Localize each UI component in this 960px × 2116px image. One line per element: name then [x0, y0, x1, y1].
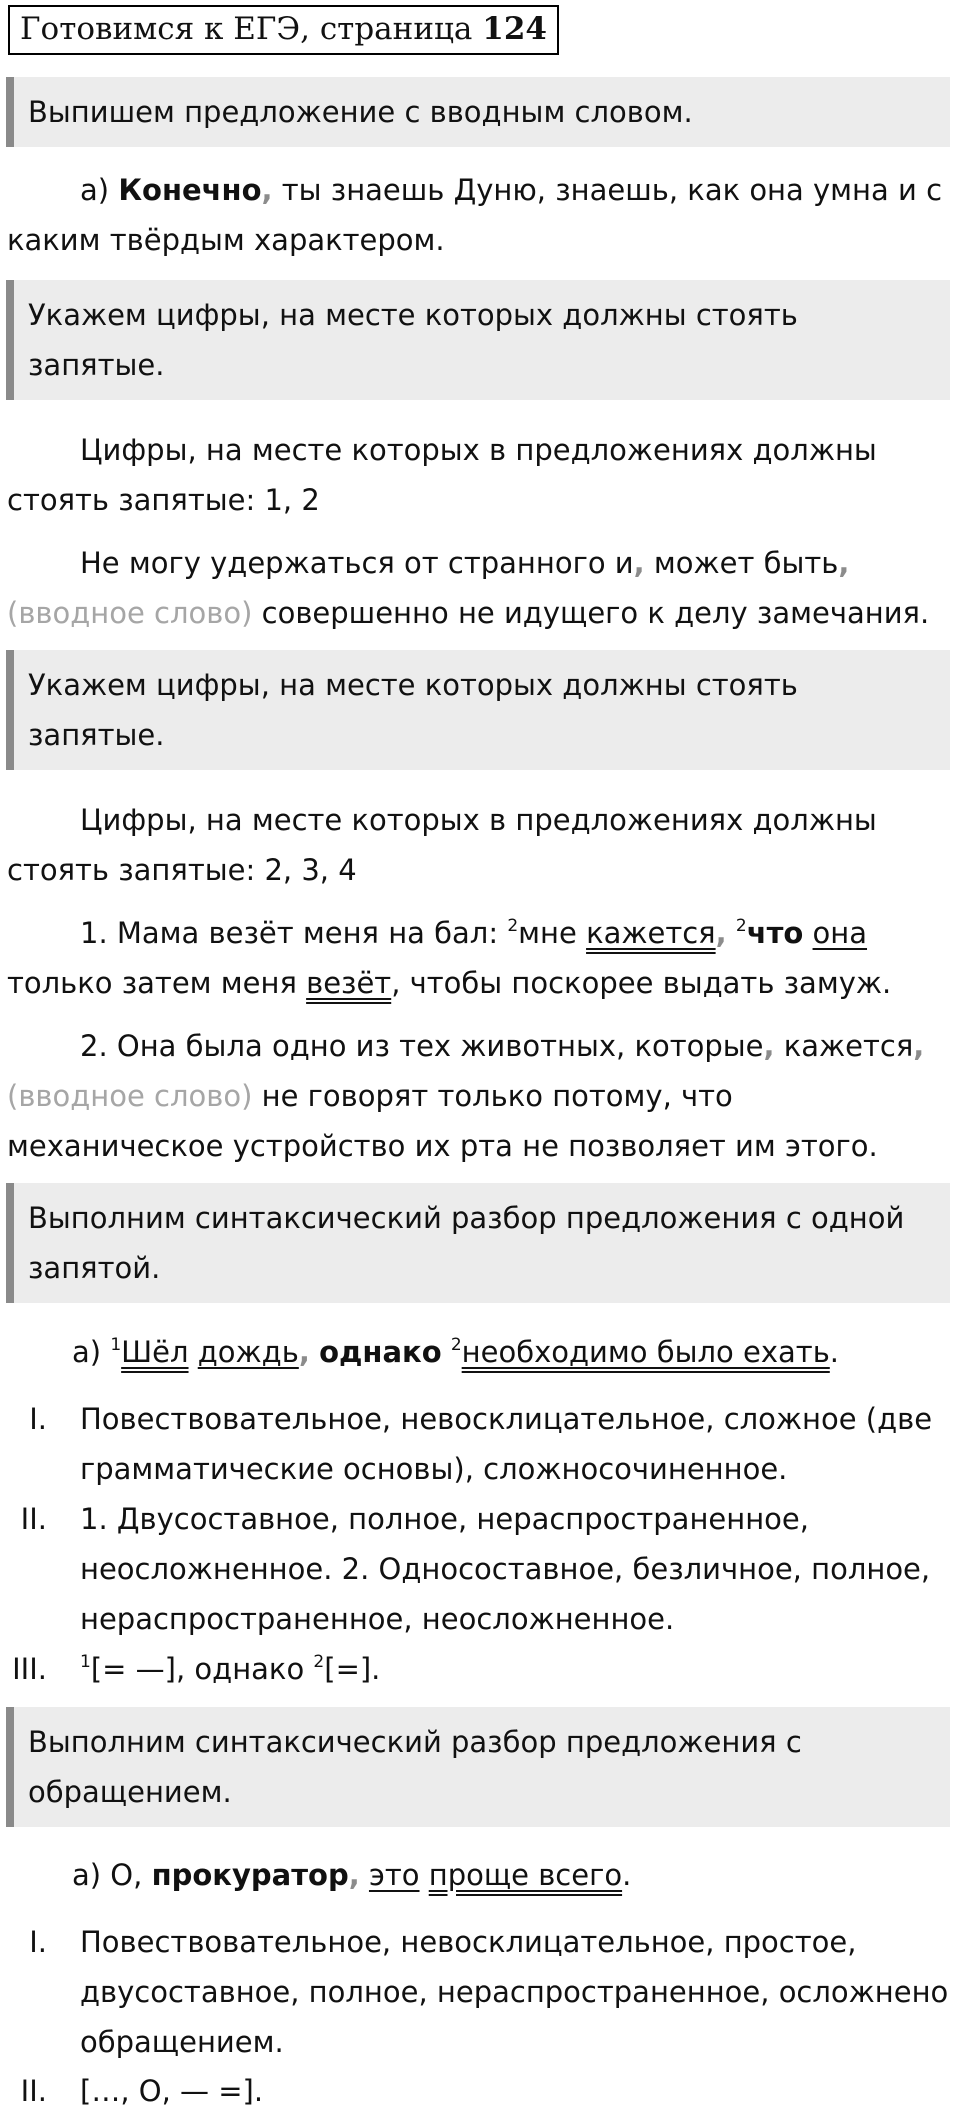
subject: это — [368, 1858, 420, 1892]
clause-number: 2 — [450, 1335, 462, 1355]
sentence-text: не говорят только потому, что механическое устройство их рта не позволяет им этого. — [7, 1079, 878, 1163]
item-number: I. — [29, 1925, 47, 1959]
heading-text: Выполним синтаксический разбор предложения с обращением. — [28, 1725, 802, 1809]
comma-mark: , — [633, 546, 645, 580]
answer-text: Цифры, на месте которых в предложениях должны стоять запятые: 1, 2 — [7, 433, 877, 517]
subject: дождь — [197, 1335, 299, 1369]
item-number: III. — [12, 1652, 47, 1686]
introductory-note: (вводное слово) — [7, 596, 253, 630]
item-label: а) — [80, 173, 119, 207]
conjunction: однако — [319, 1335, 442, 1369]
heading-text: Выполним синтаксический разбор предложения с одной запятой. — [28, 1201, 905, 1285]
answer-commas-2 — [7, 795, 955, 895]
scheme-text: [=]. — [324, 1652, 381, 1686]
comma-mark: , — [763, 1029, 775, 1063]
predicate: везёт — [306, 966, 392, 1000]
predicate: кажется — [586, 916, 716, 950]
heading-commas-2 — [6, 650, 950, 770]
subject: она — [812, 916, 868, 950]
introductory-phrase: может быть — [644, 546, 839, 580]
sentence-text: только затем меня — [7, 966, 307, 1000]
comma-mark: , — [298, 1335, 310, 1369]
comma-mark: , — [261, 173, 273, 207]
space — [727, 916, 736, 950]
heading-text: Укажем цифры, на месте которых должны стоять запятые. — [28, 298, 798, 382]
space — [803, 916, 812, 950]
answer-commas-1 — [7, 425, 955, 525]
predicate: необходимо было ехать — [461, 1335, 830, 1369]
item-number: II. — [20, 1502, 47, 1536]
period: . — [829, 1335, 839, 1369]
sentence-text: , чтобы поскорее выдать замуж. — [391, 966, 892, 1000]
address-word: прокуратор — [151, 1858, 349, 1892]
sentence-text: Не могу удержаться от странного и — [80, 546, 634, 580]
page-number: 124 — [482, 11, 547, 47]
period: . — [622, 1858, 632, 1892]
predicate: проще всего — [428, 1858, 623, 1892]
comma-mark: , — [715, 916, 727, 950]
item-text: Повествовательное, невосклицательное, сложное (две грамматические основы), сложносочиненное. — [80, 1402, 933, 1486]
item-text: […, О, — =]. — [80, 2074, 264, 2108]
item-text: Повествовательное, невосклицательное, простое, двусоставное, полное, нераспространенное, осложнено обращением. — [80, 1925, 949, 2059]
item-text: 1. Двусоставное, полное, нераспространенное, неосложненное. 2. Односоставное, безличное, полное, нераспространенное, неосложненное. — [80, 1502, 931, 1636]
answer-text: Цифры, на месте которых в предложениях должны стоять запятые: 2, 3, 4 — [7, 803, 877, 887]
clause-number: 2 — [507, 916, 519, 936]
clause-number: 1 — [80, 1652, 91, 1672]
example-konechno — [7, 165, 955, 265]
heading-parse-address — [6, 1707, 950, 1827]
heading-introductory-word — [6, 77, 950, 147]
example-rain — [72, 1327, 952, 1377]
sentence-text: совершенно не идущего к делу замечания. — [252, 596, 930, 630]
introductory-word: Конечно — [118, 173, 262, 207]
predicate: Шёл — [121, 1335, 189, 1369]
page-title — [8, 5, 559, 55]
item-text — [80, 1644, 960, 1694]
heading-parse-one-comma — [6, 1183, 950, 1303]
comma-mark: , — [348, 1858, 360, 1892]
sentence-text: ты знаешь Дуню, знаешь, как она умна и с каким твёрдым характером. — [7, 173, 943, 257]
sentence-text: 2. Она была одно из тех животных, которые — [80, 1029, 764, 1063]
item-label: а) О, — [72, 1858, 152, 1892]
example-mama-ball — [7, 908, 955, 1008]
introductory-word: кажется — [774, 1029, 914, 1063]
sentence-text: мне — [518, 916, 587, 950]
heading-text: Укажем цифры, на месте которых должны стоять запятые. — [28, 668, 798, 752]
introductory-note: (вводное слово) — [7, 1079, 253, 1113]
item-number: I. — [29, 1402, 47, 1436]
title-prefix: Готовимся к ЕГЭ, страница — [20, 11, 473, 47]
example-strange-remark — [7, 538, 955, 638]
comma-mark: , — [913, 1029, 925, 1063]
item-label: а) — [72, 1335, 111, 1369]
sentence-text: 1. Мама везёт меня на бал: — [80, 916, 508, 950]
scheme-text: [= —], однако — [90, 1652, 314, 1686]
clause-number: 2 — [313, 1652, 325, 1672]
example-animals — [7, 1021, 955, 1171]
heading-text: Выпишем предложение с вводным словом. — [28, 95, 693, 129]
clause-number: 2 — [735, 916, 747, 936]
comma-mark: , — [838, 546, 850, 580]
example-procurator — [72, 1850, 952, 1900]
clause-number: 1 — [110, 1335, 122, 1355]
conjunction: что — [746, 916, 804, 950]
item-number: II. — [20, 2074, 47, 2108]
heading-commas-1 — [6, 280, 950, 400]
